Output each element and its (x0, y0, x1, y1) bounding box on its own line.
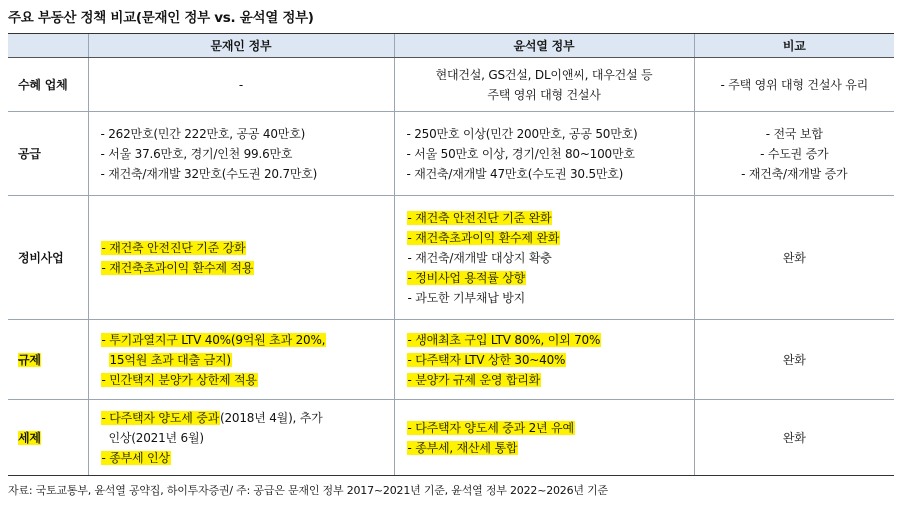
list-item: - 서울 50만호 이상, 경기/인천 80~100만호 (406, 146, 635, 161)
highlighted-text: 15억원 초과 대출 금지) (109, 352, 231, 367)
table-row (8, 400, 894, 476)
cell-yoon (394, 58, 694, 112)
list-item (407, 331, 694, 349)
row-label (8, 400, 88, 476)
list-item: 인상(2021년 6월) (108, 430, 204, 445)
list-item: - 262만호(민간 222만호, 공공 40만호) (100, 126, 306, 141)
list-item (101, 409, 394, 427)
header-row (8, 34, 894, 58)
highlighted-text: - 정비사업 용적률 상향 (407, 270, 526, 285)
highlighted-text: - 민간택지 분양가 상한제 적용 (101, 372, 257, 387)
highlighted-text: - 다주택자 양도세 중과 2년 유예 (407, 420, 574, 435)
highlighted-text: - 종부세 인상 (101, 450, 170, 465)
cell-moon (88, 320, 394, 400)
list-item: - 재건축/재개발 32만호(수도권 20.7만호) (100, 166, 318, 181)
cell-compare: 완화 (694, 196, 894, 320)
list-item (407, 209, 694, 227)
list-item (407, 269, 694, 287)
list-item (101, 239, 394, 257)
cell-compare: - 주택 영위 대형 건설사 유리 (694, 58, 894, 112)
highlighted-text: - 다주택자 LTV 상한 30~40% (407, 352, 566, 367)
list-item (101, 331, 394, 349)
cell-compare: 완화 (694, 400, 894, 476)
table-row (8, 320, 894, 400)
header-moon: 문재인 정부 (88, 34, 394, 58)
highlighted-text: - 재건축 안전진단 기준 완화 (407, 210, 552, 225)
header-empty (8, 34, 88, 58)
list-item: - 재건축/재개발 47만호(수도권 30.5만호) (406, 166, 624, 181)
policy-comparison-table (8, 33, 894, 476)
row-label: 정비사업 (8, 196, 88, 320)
list-item: - 재건축/재개발 증가 (741, 166, 848, 181)
list-item: - 250만호 이상(민간 200만호, 공공 50만호) (406, 126, 638, 141)
cell-moon (88, 112, 394, 196)
highlighted-text: - 투기과열지구 LTV 40%(9억원 초과 20%, (101, 332, 326, 347)
list-item (407, 249, 694, 267)
highlighted-label: 규제 (18, 353, 41, 367)
list-item (407, 289, 694, 307)
highlighted-text: - 분양가 규제 운영 합리화 (407, 372, 541, 387)
cell-compare (694, 112, 894, 196)
cell-yoon (394, 400, 694, 476)
list-item: - 전국 보합 (765, 126, 823, 141)
highlighted-text: - 다주택자 양도세 중과 (101, 410, 220, 425)
header-yoon: 윤석열 정부 (394, 34, 694, 58)
table-row (8, 112, 894, 196)
table-title: 주요 부동산 정책 비교(문재인 정부 vs. 윤석열 정부) (8, 10, 314, 26)
list-item: - 서울 37.6만호, 경기/인천 99.6만호 (100, 146, 293, 161)
list-item: - 수도권 증가 (760, 146, 829, 161)
row-label: 공급 (8, 112, 88, 196)
cell-yoon (394, 112, 694, 196)
cell-line: 현대건설, GS건설, DL이앤씨, 대우건설 등 (435, 67, 653, 82)
cell-compare: 완화 (694, 320, 894, 400)
cell-yoon (394, 320, 694, 400)
highlighted-text: - 재건축초과이익 환수제 완화 (407, 230, 560, 245)
list-text: - 재건축/재개발 대상지 확충 (407, 250, 552, 265)
cell-yoon (394, 196, 694, 320)
cell-line: 주택 영위 대형 건설사 (487, 87, 601, 102)
list-item (407, 229, 694, 247)
list-item (407, 419, 694, 437)
highlighted-text: - 종부세, 재산세 통합 (407, 440, 518, 455)
table-row (8, 196, 894, 320)
highlighted-text: - 재건축초과이익 환수제 적용 (101, 260, 254, 275)
list-item (407, 371, 694, 389)
header-compare: 비교 (694, 34, 894, 58)
highlighted-text: - 재건축 안전진단 기준 강화 (101, 240, 246, 255)
cell-moon (88, 196, 394, 320)
list-text: (2018년 4월), 추가 (220, 410, 323, 425)
row-label: 수혜 업체 (8, 58, 88, 112)
row-label (8, 320, 88, 400)
list-text: - 과도한 기부채납 방지 (407, 290, 526, 305)
source-footnote: 자료: 국토교통부, 윤석열 공약집, 하이투자증권/ 주: 공급은 문재인 정부 2017~2021년 기준, 윤석열 정부 2022~2026년 기준 (8, 484, 608, 497)
list-item (101, 259, 394, 277)
cell-moon (88, 400, 394, 476)
highlighted-text: - 생애최초 구입 LTV 80%, 이외 70% (407, 332, 601, 347)
highlighted-label: 세제 (18, 431, 41, 445)
list-item (101, 351, 394, 369)
table-row (8, 58, 894, 112)
list-item (407, 351, 694, 369)
list-item (101, 449, 394, 467)
list-item (101, 371, 394, 389)
list-item (407, 439, 694, 457)
cell-moon: - (88, 58, 394, 112)
